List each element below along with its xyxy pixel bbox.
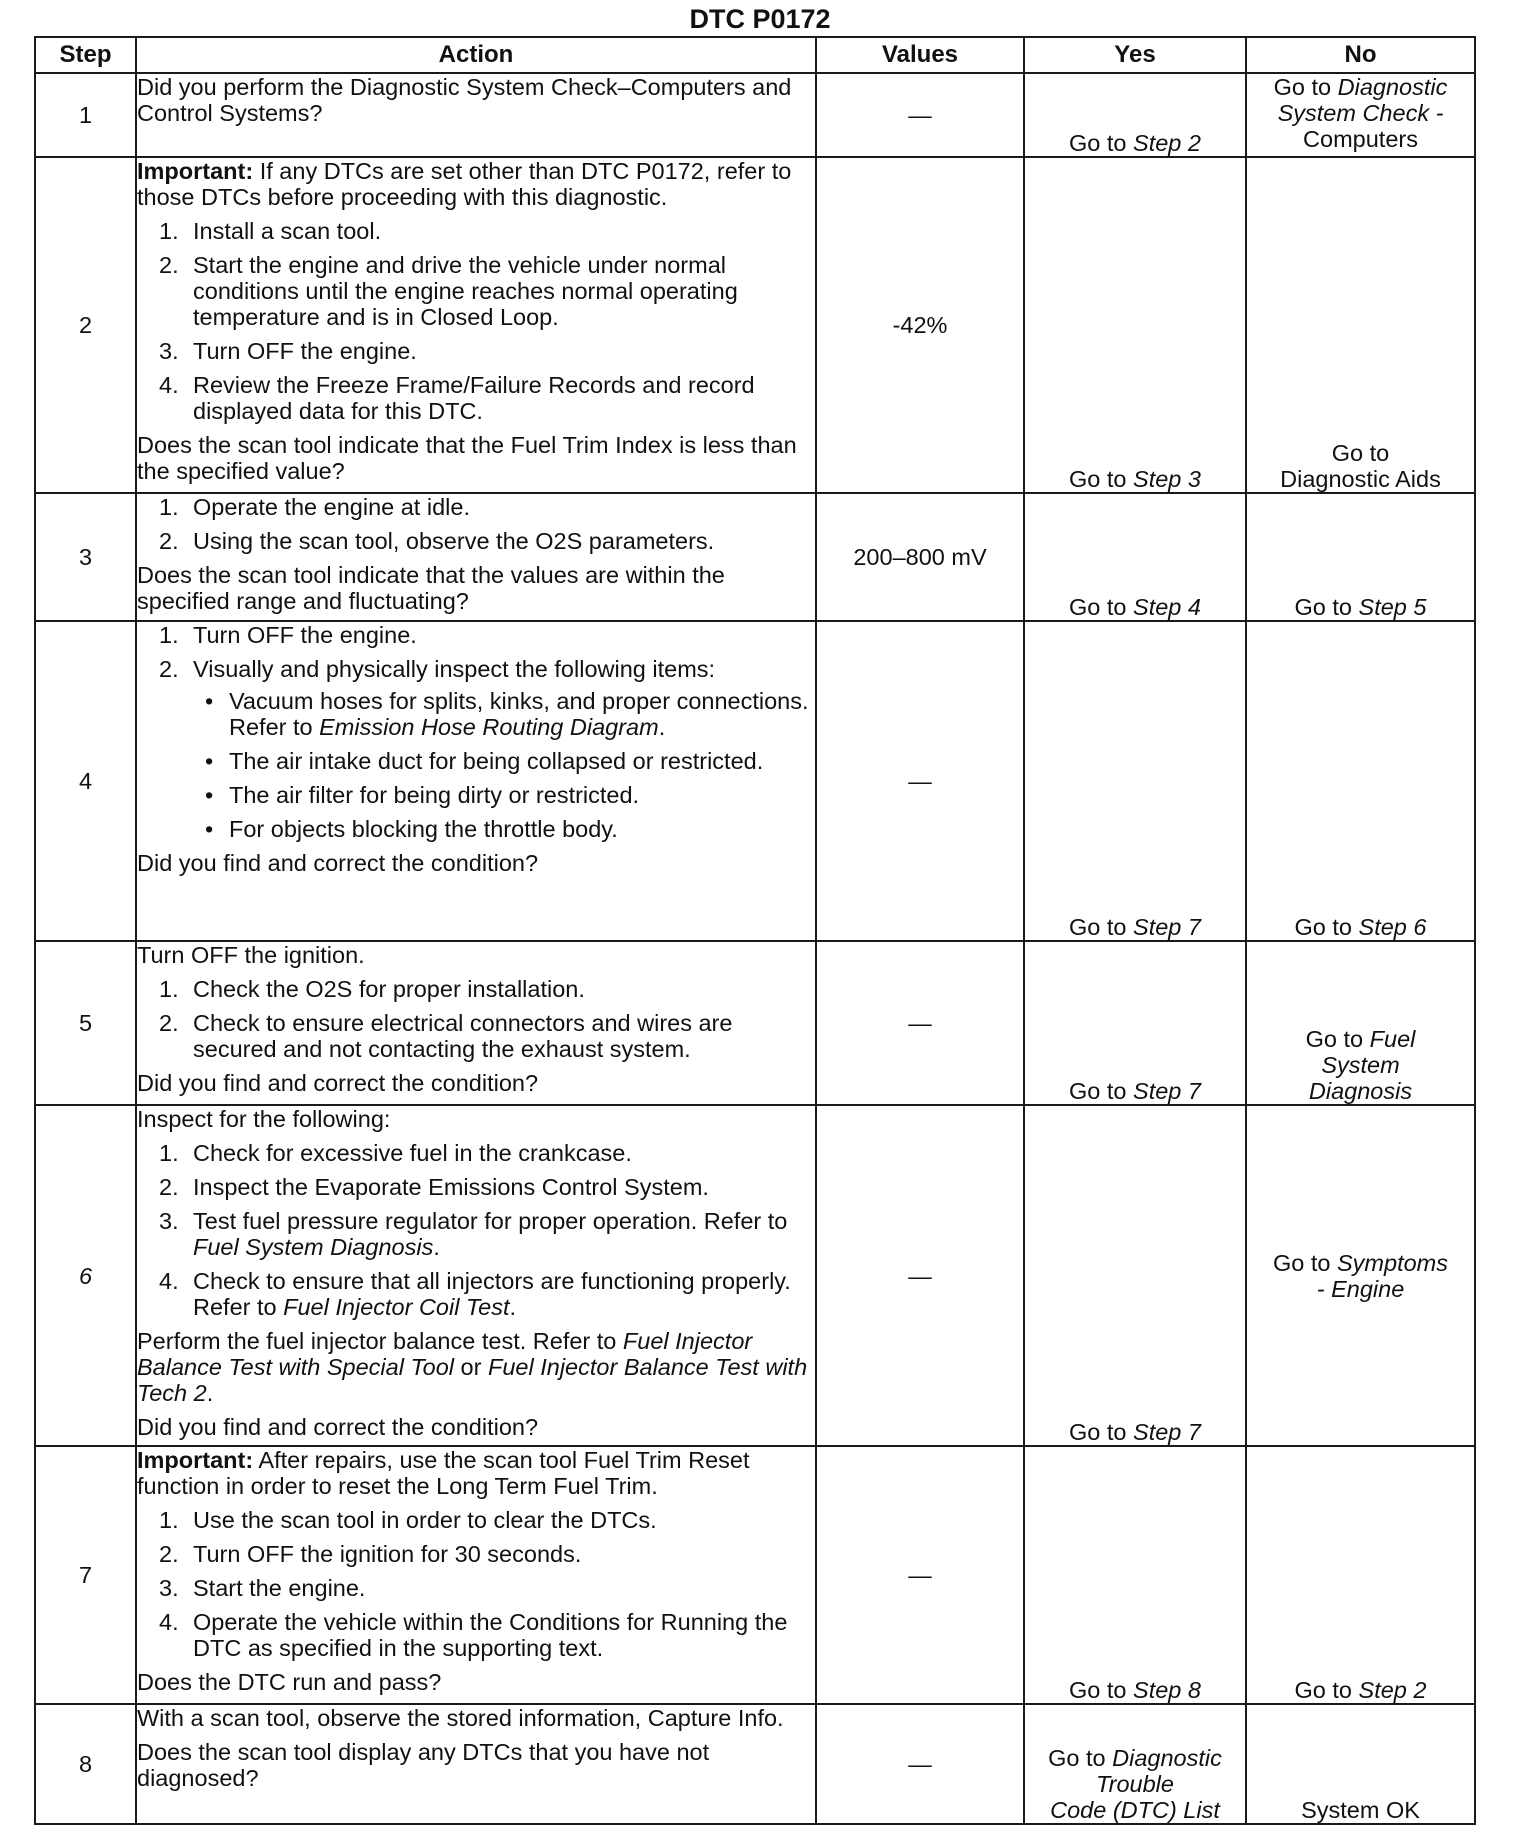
reference-link: Fuel Injector Balance Test with Tech 2	[137, 1354, 808, 1406]
step-number: 4	[35, 621, 136, 941]
action-step-item: 1. Turn OFF the engine.	[159, 622, 417, 648]
yes-cell	[1024, 941, 1246, 1105]
action-step-text: Inspect the Evaporate Emissions Control System.	[193, 1174, 709, 1200]
no-text: System OK	[1301, 1797, 1420, 1823]
yes-link: Step 7	[1133, 1419, 1201, 1445]
values-cell: —	[816, 941, 1024, 1105]
action-step-item: 2. Turn OFF the ignition for 30 seconds.	[159, 1541, 582, 1567]
no-link: Step 5	[1358, 594, 1427, 620]
no-cell	[1246, 1704, 1475, 1824]
action-step-text: Install a scan tool.	[193, 218, 382, 244]
balance-text-suffix: .	[206, 1380, 214, 1406]
important-label: Important:	[137, 1447, 254, 1473]
action-step-text: Visually and physically inspect the following items:	[193, 656, 716, 682]
action-intro: Turn OFF the ignition.	[137, 942, 365, 968]
reference-link: Fuel Injector Coil Test	[283, 1294, 510, 1320]
yes-link: Step 4	[1133, 594, 1201, 620]
action-step-text: Turn OFF the engine.	[193, 622, 417, 648]
no-text: Go to	[1305, 1026, 1370, 1052]
step-number	[35, 1105, 136, 1446]
no-link-line2: - Engine	[1316, 1275, 1405, 1302]
table-row-step-4	[35, 621, 1475, 941]
action-question: Does the scan tool display any DTCs that you have not diagnosed?	[137, 1739, 710, 1791]
action-cell	[136, 1446, 816, 1704]
action-intro: With a scan tool, observe the stored information, Capture Info.	[137, 1705, 784, 1731]
no-cell	[1246, 73, 1475, 157]
action-step-text: Turn OFF the ignition for 30 seconds.	[193, 1541, 582, 1567]
no-link: Symptoms	[1337, 1249, 1448, 1276]
no-link: Step 6	[1358, 914, 1427, 940]
no-cell	[1246, 1446, 1475, 1704]
table-row-step-8	[35, 1704, 1475, 1824]
table-row-step-7	[35, 1446, 1475, 1704]
bullet-text: Vacuum hoses for splits, kinks, and proper connections. Refer to	[229, 688, 809, 740]
action-step-text: Operate the vehicle within the Conditions for Running the DTC as specified in the supporting text.	[193, 1609, 788, 1661]
values-cell: —	[816, 1704, 1024, 1824]
bullet-item	[193, 782, 815, 808]
step-number-text: 6	[78, 1262, 93, 1289]
reference-link: Fuel System Diagnosis	[193, 1234, 434, 1260]
no-text-suffix: Computers	[1303, 126, 1418, 152]
yes-text: Go to	[1069, 594, 1134, 620]
bullet-item	[193, 688, 815, 740]
action-step-text: Using the scan tool, observe the O2S parameters.	[193, 528, 715, 554]
yes-link: Step 7	[1133, 914, 1201, 940]
bullet-text-suffix: .	[658, 714, 666, 740]
values-cell: —	[816, 1446, 1024, 1704]
action-step-item: 3. Test fuel pressure regulator for proper operation. Refer to Fuel System Diagnosis.	[159, 1208, 788, 1260]
yes-text: Go to	[1069, 914, 1134, 940]
no-text: Go to	[1294, 914, 1359, 940]
action-step-item: 4. Operate the vehicle within the Conditions for Running the DTC as specified in the supporting text.	[159, 1609, 788, 1661]
yes-cell	[1024, 1446, 1246, 1704]
action-step-text: Operate the engine at idle.	[193, 494, 470, 520]
yes-cell	[1024, 621, 1246, 941]
action-cell	[136, 493, 816, 621]
action-question: Does the DTC run and pass?	[137, 1669, 442, 1695]
balance-test-note	[137, 1328, 815, 1406]
values-cell: 200–800 mV	[816, 493, 1024, 621]
action-step-item: 3. Start the engine.	[159, 1575, 366, 1601]
yes-text: Go to	[1069, 1419, 1134, 1445]
table-row-step-3	[35, 493, 1475, 621]
action-step-item: 1. Install a scan tool.	[159, 218, 382, 244]
no-link: Diagnostic System Check -	[1277, 74, 1448, 126]
action-cell	[136, 621, 816, 941]
action-steps	[137, 976, 815, 1062]
yes-text: Go to	[1069, 130, 1134, 156]
yes-link: Step 8	[1133, 1677, 1201, 1703]
action-step-text: Start the engine.	[193, 1575, 366, 1601]
action-step-text: Check the O2S for proper installation.	[193, 976, 585, 1002]
action-steps	[137, 622, 815, 842]
no-link-line3: Diagnosis	[1308, 1078, 1413, 1104]
bullet-item	[193, 816, 815, 842]
no-link-line2: System	[1321, 1052, 1400, 1078]
important-text: After repairs, use the scan tool Fuel Trim Reset function in order to reset the Long Term Fuel Trim.	[137, 1447, 750, 1499]
table-row-step-1	[35, 73, 1475, 157]
dtc-table	[34, 36, 1476, 1825]
action-step-text: Check to ensure that all injectors are functioning properly. Refer to	[193, 1268, 791, 1320]
values-cell: —	[816, 621, 1024, 941]
balance-text-or: or	[454, 1354, 488, 1380]
action-step-text: Test fuel pressure regulator for proper operation. Refer to	[193, 1208, 788, 1234]
bullet-text: The air intake duct for being collapsed or restricted.	[229, 748, 764, 774]
yes-text: Go to	[1069, 1078, 1134, 1104]
action-question: Does the scan tool indicate that the Fuel Trim Index is less than the specified value?	[137, 432, 797, 484]
action-text: Did you perform the Diagnostic System Check–Computers and Control Systems?	[137, 74, 792, 126]
action-question: Did you find and correct the condition?	[137, 1414, 539, 1440]
header-no: No	[1246, 37, 1475, 73]
header-step: Step	[35, 37, 136, 73]
header-action: Action	[136, 37, 816, 73]
step-number: 8	[35, 1704, 136, 1824]
action-steps	[137, 218, 815, 424]
values-cell: -42%	[816, 157, 1024, 493]
header-yes: Yes	[1024, 37, 1246, 73]
values-cell: —	[816, 73, 1024, 157]
action-cell	[136, 157, 816, 493]
no-cell	[1246, 941, 1475, 1105]
action-step-item: 2. Visually and physically inspect the following items: • Vacuum hoses for splits, kinks, and proper connections. Refer to Emission Hose Routing Diagram. • The air intake duct for being collapsed or restricted. • The air filter for being dirty or restricted. • For objects blocking the throttle body.	[137, 656, 815, 842]
step-number: 2	[35, 157, 136, 493]
bullet-text: For objects blocking the throttle body.	[229, 816, 618, 842]
header-row	[35, 37, 1475, 73]
table-row-step-5	[35, 941, 1475, 1105]
yes-cell	[1024, 493, 1246, 621]
action-step-suffix: .	[509, 1294, 517, 1320]
balance-text: Perform the fuel injector balance test. Refer to	[137, 1328, 623, 1354]
action-step-item: 2. Check to ensure electrical connectors and wires are secured and not contacting the exhaust system.	[159, 1010, 733, 1062]
action-intro: Inspect for the following:	[137, 1106, 391, 1132]
values-cell: —	[816, 1105, 1024, 1446]
action-step-text: Check to ensure electrical connectors and wires are secured and not contacting the exhaust system.	[193, 1010, 733, 1062]
action-step-item: 1. Use the scan tool in order to clear the DTCs.	[159, 1507, 657, 1533]
yes-link: Step 7	[1133, 1078, 1201, 1104]
yes-cell	[1024, 157, 1246, 493]
action-step-text: Check for excessive fuel in the crankcase.	[193, 1140, 632, 1166]
action-step-item: 1. Check for excessive fuel in the crankcase.	[159, 1140, 632, 1166]
action-cell	[136, 1105, 816, 1446]
yes-link: Step 3	[1133, 466, 1201, 492]
important-label: Important:	[137, 158, 254, 184]
yes-text: Go to	[1069, 466, 1134, 492]
important-note	[137, 1447, 815, 1499]
bullet-text: The air filter for being dirty or restricted.	[229, 782, 640, 808]
action-steps	[137, 494, 815, 554]
bullet-item	[193, 748, 815, 774]
action-cell	[136, 73, 816, 157]
reference-link: Emission Hose Routing Diagram	[319, 714, 659, 740]
no-cell	[1246, 1105, 1475, 1446]
action-steps	[137, 1507, 815, 1661]
action-step-item: 2. Using the scan tool, observe the O2S parameters.	[159, 528, 715, 554]
action-step-text: Review the Freeze Frame/Failure Records and record displayed data for this DTC.	[193, 372, 755, 424]
no-text: Go to	[1331, 440, 1390, 466]
action-step-item: 4. Review the Freeze Frame/Failure Records and record displayed data for this DTC.	[159, 372, 755, 424]
yes-text: Go to	[1069, 1677, 1134, 1703]
yes-link: Step 2	[1133, 130, 1201, 156]
yes-link-line2: Trouble	[1096, 1771, 1174, 1797]
yes-cell	[1024, 1704, 1246, 1824]
no-text-line2: Diagnostic Aids	[1280, 466, 1441, 492]
yes-link-line3: Code (DTC) List	[1050, 1797, 1220, 1823]
action-step-item: 2. Start the engine and drive the vehicle under normal conditions until the engine reaches normal operating temperature and is in Closed Loop.	[159, 252, 738, 330]
action-step-text: Turn OFF the engine.	[193, 338, 417, 364]
table-row-step-2	[35, 157, 1475, 493]
table-row-step-6	[35, 1105, 1475, 1446]
no-cell	[1246, 157, 1475, 493]
no-cell	[1246, 621, 1475, 941]
action-question: Does the scan tool indicate that the values are within the specified range and fluctuating?	[137, 562, 725, 614]
action-step-text: Use the scan tool in order to clear the DTCs.	[193, 1507, 657, 1533]
step-number: 3	[35, 493, 136, 621]
action-step-item: 1. Operate the engine at idle.	[159, 494, 470, 520]
header-values: Values	[816, 37, 1024, 73]
no-cell	[1246, 493, 1475, 621]
yes-text: Go to	[1048, 1745, 1113, 1771]
action-step-item: 4. Check to ensure that all injectors are functioning properly. Refer to Fuel Injector Coil Test.	[159, 1268, 791, 1320]
no-text: Go to	[1294, 1677, 1359, 1703]
step-number: 7	[35, 1446, 136, 1704]
yes-cell	[1024, 1105, 1246, 1446]
action-steps	[137, 1140, 815, 1320]
no-text: Go to	[1273, 74, 1338, 100]
action-cell	[136, 1704, 816, 1824]
action-step-suffix: .	[433, 1234, 440, 1260]
step-number: 1	[35, 73, 136, 157]
important-text: If any DTCs are set other than DTC P0172, refer to those DTCs before proceeding with this diagnostic.	[137, 158, 792, 210]
yes-link: Diagnostic	[1112, 1745, 1222, 1771]
important-note	[137, 158, 815, 210]
no-link: Fuel	[1369, 1026, 1416, 1052]
action-step-item: 1. Check the O2S for proper installation.	[159, 976, 585, 1002]
action-step-text: Start the engine and drive the vehicle under normal conditions until the engine reaches normal operating temperature and is in Closed Loop.	[193, 252, 738, 330]
action-step-item: 3. Turn OFF the engine.	[159, 338, 417, 364]
reference-link: Fuel Injector Balance Test with Special Tool	[137, 1328, 753, 1380]
page-title: DTC P0172	[689, 4, 831, 34]
action-question: Did you find and correct the condition?	[137, 850, 539, 876]
yes-cell	[1024, 73, 1246, 157]
no-text: Go to	[1294, 594, 1359, 620]
inspection-list	[193, 688, 815, 842]
no-link: Step 2	[1358, 1677, 1427, 1703]
action-cell	[136, 941, 816, 1105]
action-question: Did you find and correct the condition?	[137, 1070, 539, 1096]
step-number: 5	[35, 941, 136, 1105]
no-text: Go to	[1272, 1249, 1337, 1276]
action-step-item: 2. Inspect the Evaporate Emissions Control System.	[159, 1174, 709, 1200]
